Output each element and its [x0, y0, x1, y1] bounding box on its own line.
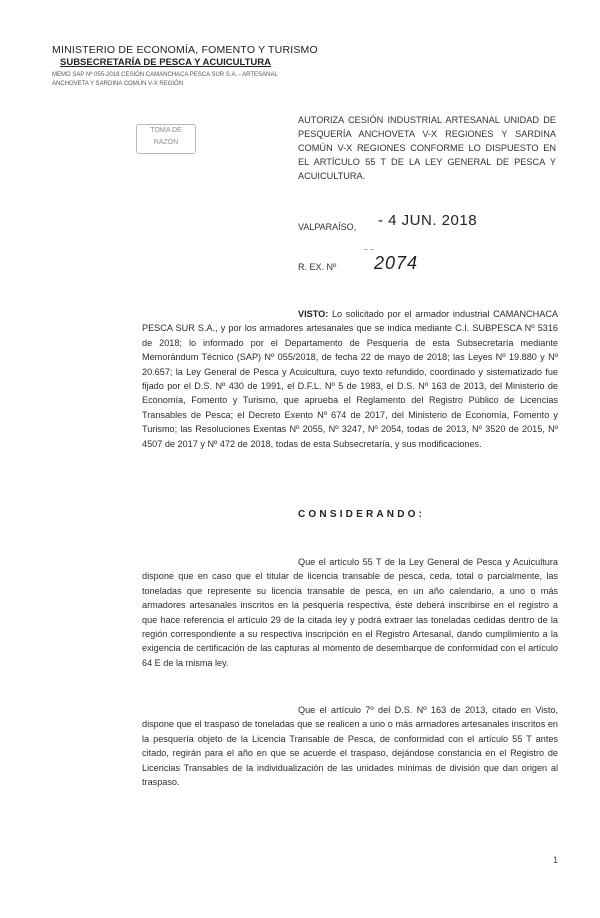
stamp-line-2: RAZÓN [153, 139, 179, 146]
subsecretaria-name: SUBSECRETARÍA DE PESCA Y ACUICULTURA [60, 57, 271, 68]
page-number: 1 [553, 855, 559, 865]
visto-label: VISTO: [298, 309, 329, 319]
visto-paragraph [142, 307, 558, 451]
considerando-heading: CONSIDERANDO: [298, 509, 426, 520]
ministry-name: MINISTERIO DE ECONOMÍA, FOMENTO Y TURISMO [52, 44, 318, 56]
place-label: VALPARAÍSO, [298, 222, 357, 232]
stamp-line-1: TOMA DE [150, 127, 182, 134]
received-stamp [136, 124, 196, 154]
memo-reference: MEMO SAP Nº 055-2018 CESIÓN CAMANCHACA PESCA SUR S.A. - ARTESANAL ANCHOVETA Y SARDINA COMÚN V-X REGIÓN [52, 72, 278, 87]
date-stamp: - 4 JUN. 2018 [378, 212, 478, 229]
considerando-paragraph-2: Que el artículo 7º del D.S. Nº 163 de 2013, citado en Visto, dispone que el traspaso de toneladas que se realicen a uno o más armadores artesanales inscritos en la pesquería objeto de la Licencia Transable de Pesca, de conformidad con el artículo 55 T antes citado, regirán para el año en que se acuerde el traspaso, dejándose constancia en el Registro de Licencias Transables de la individualización de las unidades mínimas de división que dan origen al traspaso. [142, 705, 558, 788]
resolution-number: 2074 [374, 253, 419, 273]
resolution-marks: ~ ~ [364, 247, 375, 254]
resolution-subject: AUTORIZA CESIÓN INDUSTRIAL ARTESANAL UNIDAD DE PESQUERÍA ANCHOVETA V-X REGIONES Y SARDINA COMÚN V-X REGIONES CONFORME LO DISPUESTO EN EL ARTÍCULO 55 T DE LA LEY GENERAL DE PESCA Y ACUICULTURA. [298, 115, 556, 181]
resolution-label: R. EX. Nº [298, 262, 337, 272]
considerando-paragraph-1: Que el artículo 55 T de la Ley General de Pesca y Acuicultura dispone que en caso que el titular de licencia transable de pesca, ceda, total o parcialmente, las toneladas que represente su licencia transable de pesca, en un año calendario, a uno o más armadores artesanales inscritos en la pesquería respectiva, éste deberá inscribirse en el registro a que hace referencia el artículo 29 de la citada ley y podrá extraer las toneladas cedidas dentro de la región correspondiente a su respectiva inscripción en el Registro Artesanal, dando cumplimiento a la exigencia de certificación de las capturas al momento de desembarque de conformidad con el artículo 64 E de la misma ley. [142, 557, 558, 668]
visto-text: Lo solicitado por el armador industrial CAMANCHACA PESCA SUR S.A., y por los armadores artesanales que se indica mediante C.I. SUBPESCA Nº 5316 de 2018; lo informado por el Departamento de Pesquería de esta Subsecretaría mediante Memorándum Técnico (SAP) Nº 055/2018, de fecha 22 de mayo de 2018; las Leyes Nº 19.880 y Nº 20.657; la Ley General de Pesca y Acuicultura, cuyo texto refundido, coordinado y sistematizado fue fijado por el D.S. Nº 430 de 1991, el D.F.L. Nº 5 de 1983, el D.S. Nº 163 de 2013, del Ministerio de Economía, Fomento y Turismo, que aprueba el Reglamento del Registro Público de Licencias Transables de Pesca; el Decreto Exento Nº 674 de 2017, del Ministerio de Economía, Fomento y Turismo; las Resoluciones Exentas Nº 2055, Nº 3247, Nº 2054, todas de 2013, Nº 3520 de 2015, Nº 4507 de 2017 y Nº 472 de 2018, todas de esta Subsecretaría, y sus modificaciones. [142, 309, 558, 449]
